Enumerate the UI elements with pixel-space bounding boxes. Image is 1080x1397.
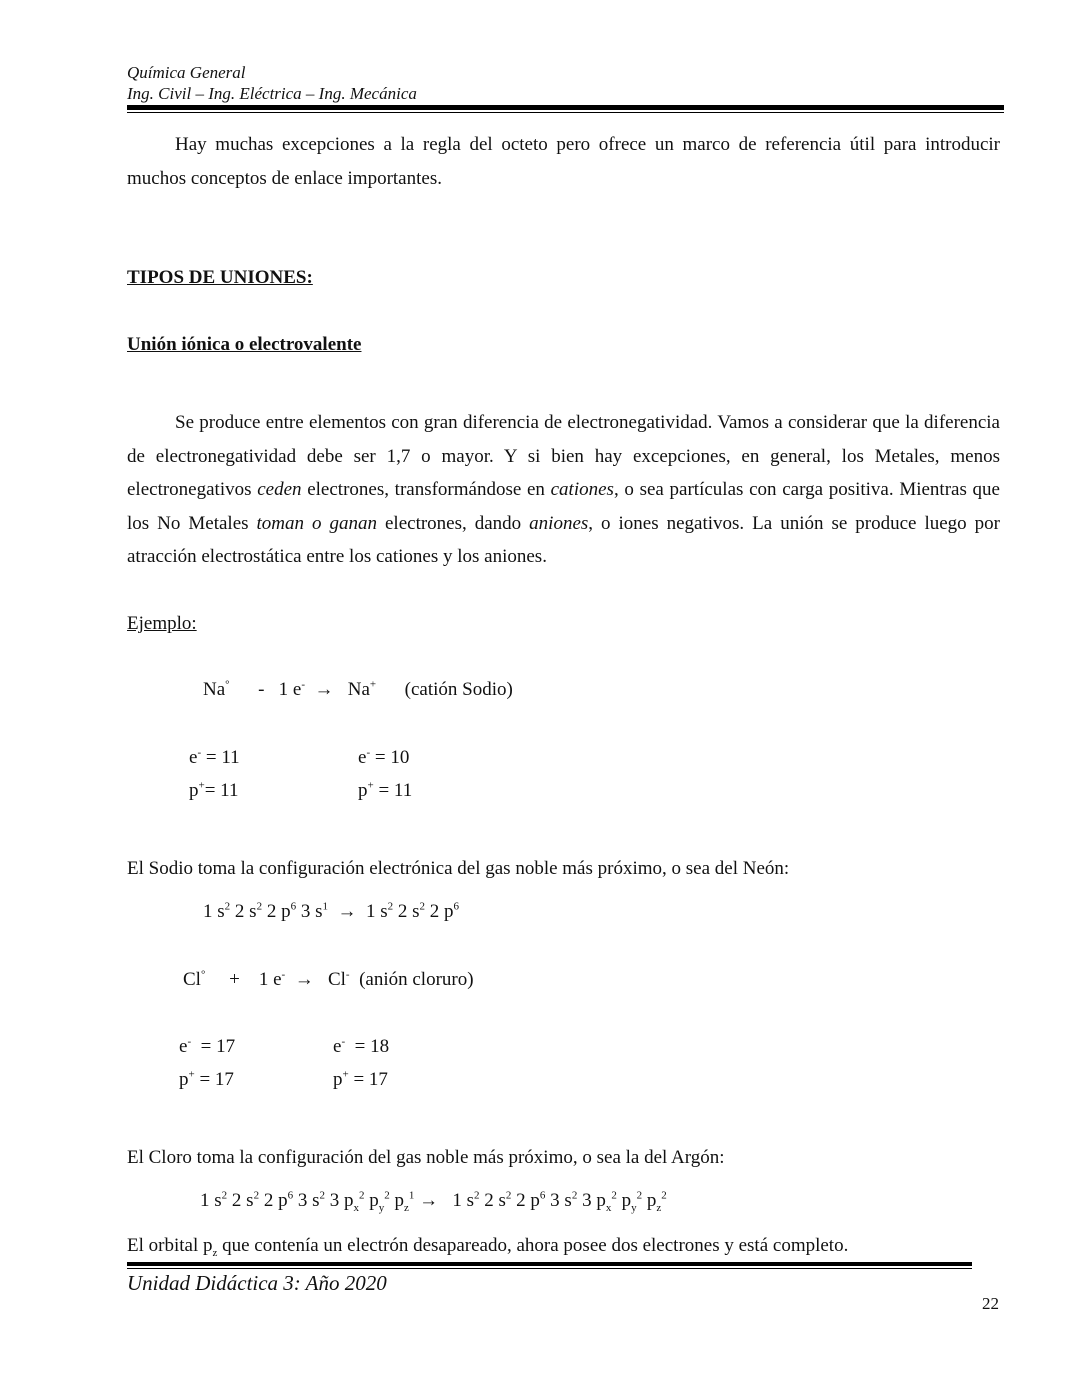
formula-text: 1 s — [200, 1190, 222, 1211]
sodium-config-text: El Sodio toma la configuración electrónica del gas noble más próximo, o sea del Neón: — [127, 858, 790, 879]
subscript: z — [212, 1246, 218, 1259]
chlorine-config-text: El Cloro toma la configuración del gas noble más próximo, o sea la del Argón: — [127, 1147, 725, 1168]
formula-text: p — [333, 1069, 343, 1090]
formula-text: 3 s — [293, 1190, 320, 1211]
formula-text: → Cl — [285, 969, 346, 990]
superscript: 2 — [419, 900, 426, 913]
superscript: ° — [200, 968, 206, 981]
emphasis-text: aniones — [529, 512, 589, 534]
emphasis-text: ceden — [257, 479, 302, 501]
formula-text: El orbital p — [127, 1235, 213, 1256]
formula-text: Na — [338, 679, 370, 700]
formula-text: 3 s — [545, 1190, 572, 1211]
sodium-protons-before — [189, 780, 238, 802]
superscript: 2 — [387, 900, 394, 913]
superscript: 6 — [539, 1189, 546, 1202]
formula-text: 2 s — [230, 901, 257, 922]
formula-text: p — [616, 1190, 632, 1211]
superscript: - — [187, 1035, 192, 1048]
sodium-config-formula — [203, 901, 459, 923]
formula-text: 3 s — [296, 901, 323, 922]
superscript: 2 — [256, 900, 263, 913]
superscript: 1 — [408, 1189, 415, 1202]
superscript: + — [198, 779, 205, 792]
subscript: x — [605, 1201, 612, 1214]
formula-text: → — [305, 679, 339, 700]
emphasis-text: cationes — [550, 479, 614, 501]
formula-text: + 1 e — [205, 969, 282, 990]
body-text: , o sea partículas con carga positiva. Mientras que los No Metales — [127, 479, 1000, 534]
superscript: - — [301, 678, 305, 691]
superscript: 2 — [384, 1189, 390, 1202]
superscript: 2 — [224, 900, 231, 913]
formula-text: e — [189, 747, 198, 768]
superscript: 2 — [661, 1189, 667, 1202]
formula-text: p — [364, 1190, 379, 1211]
formula-text: 2 p — [259, 1190, 288, 1211]
subscript: z — [656, 1201, 662, 1214]
intro-paragraph: Hay muchas excepciones a la regla del octeto pero ofrece un marco de referencia útil para introducir muchos conceptos de enlace importantes. — [127, 134, 1000, 189]
header-rule — [127, 105, 1004, 110]
header-rule-thin — [127, 112, 1004, 113]
formula-text: = 17 — [348, 1069, 388, 1090]
superscript: + — [369, 678, 377, 691]
chlorine-electrons-before — [179, 1036, 235, 1058]
formula-text: = 17 — [194, 1069, 234, 1090]
formula-text: = 17 — [191, 1036, 236, 1057]
subscript: y — [631, 1201, 637, 1214]
example-label: Ejemplo: — [127, 613, 197, 634]
sodium-protons-after — [358, 780, 412, 802]
formula-text: Na — [203, 679, 226, 700]
superscript: 6 — [290, 900, 297, 913]
superscript: + — [367, 779, 374, 792]
body-text: Se produce entre elementos con gran diferencia de electronegatividad. Vamos a considerar que la diferencia de electronegatividad debe ser 1,7 o mayor. Y si bien hay excepciones, en general, los Metales, menos electronegativos — [127, 412, 1000, 501]
formula-text: Cl — [183, 969, 201, 990]
emphasis-text: toman o ganan — [256, 512, 377, 534]
formula-text: e — [179, 1036, 188, 1057]
subscript: y — [378, 1201, 385, 1214]
formula-text: = 10 — [370, 747, 410, 768]
formula-text: → 1 s — [327, 901, 388, 922]
formula-text: 2 p — [511, 1190, 540, 1211]
superscript: 2 — [253, 1189, 260, 1202]
formula-text: e — [333, 1036, 342, 1057]
superscript: 1 — [322, 900, 328, 913]
superscript: 2 — [636, 1189, 643, 1202]
superscript: 2 — [358, 1189, 365, 1202]
superscript: + — [188, 1068, 195, 1081]
formula-text: 2 s — [393, 901, 420, 922]
body-text: electrones, dando — [377, 512, 530, 534]
subscript: x — [353, 1201, 359, 1214]
sodium-electrons-before — [189, 747, 240, 769]
formula-text: = 11 — [201, 747, 240, 768]
formula-text: p — [179, 1069, 189, 1090]
formula-text: = 18 — [345, 1036, 390, 1057]
footer-rule-thin — [127, 1268, 972, 1269]
formula-text: 1 s — [203, 901, 225, 922]
ionic-bond-paragraph — [127, 406, 1000, 574]
chlorine-protons-after — [333, 1069, 388, 1091]
section-title: TIPOS DE UNIONES: — [127, 267, 313, 288]
superscript: - — [341, 1035, 346, 1048]
superscript: 2 — [611, 1189, 617, 1202]
superscript: + — [342, 1068, 349, 1081]
superscript: 6 — [453, 900, 460, 913]
subscript: z — [403, 1201, 409, 1214]
superscript: 2 — [319, 1189, 325, 1202]
formula-text: 3 p — [324, 1190, 354, 1211]
page-number: 22 — [982, 1294, 999, 1313]
header-programs: Ing. Civil – Ing. Eléctrica – Ing. Mecánica — [127, 84, 417, 103]
superscript: 2 — [505, 1189, 512, 1202]
chlorine-config-formula — [200, 1190, 667, 1212]
formula-text: = 11 — [204, 780, 239, 801]
chlorine-electrons-after — [333, 1036, 389, 1058]
superscript: ° — [225, 678, 230, 691]
formula-text: p — [358, 780, 368, 801]
formula-text: 2 s — [227, 1190, 254, 1211]
formula-text: 3 p — [577, 1190, 606, 1211]
body-text: , o iones negativos. La unión se produce luego por atracción electrostática entre los cationes y los aniones. — [127, 512, 1000, 568]
subsection-title: Unión iónica o electrovalente — [127, 334, 362, 355]
formula-text: que contenía un electrón desapareado, ahora posee dos electrones y está completo. — [217, 1235, 849, 1256]
formula-text: (catión Sodio) — [376, 679, 513, 700]
superscript: - — [345, 968, 350, 981]
formula-text: → 1 s — [414, 1190, 475, 1211]
formula-text: 2 p — [425, 901, 454, 922]
superscript: 2 — [571, 1189, 578, 1202]
footer-unit: Unidad Didáctica 3: Año 2020 — [127, 1271, 387, 1295]
footer-rule — [127, 1262, 972, 1266]
superscript: 2 — [221, 1189, 228, 1202]
formula-text: = 11 — [373, 780, 413, 801]
chlorine-protons-before — [179, 1069, 234, 1091]
sodium-reaction — [203, 679, 513, 701]
formula-text: e — [358, 747, 367, 768]
chlorine-reaction — [183, 969, 474, 991]
formula-text: p — [189, 780, 199, 801]
superscript: - — [197, 746, 202, 759]
header-course-title: Química General — [127, 63, 246, 82]
formula-text: 2 s — [479, 1190, 506, 1211]
formula-text: p — [389, 1190, 404, 1211]
orbital-statement — [127, 1235, 848, 1257]
superscript: - — [281, 968, 286, 981]
formula-text: p — [642, 1190, 657, 1211]
superscript: - — [366, 746, 371, 759]
sodium-electrons-after — [358, 747, 409, 769]
body-text: electrones, transformándose en — [301, 479, 551, 501]
formula-text: - 1 e — [229, 679, 302, 700]
formula-text: (anión cloruro) — [349, 969, 474, 990]
superscript: 6 — [287, 1189, 294, 1202]
formula-text: 2 p — [262, 901, 291, 922]
superscript: 2 — [474, 1189, 480, 1202]
